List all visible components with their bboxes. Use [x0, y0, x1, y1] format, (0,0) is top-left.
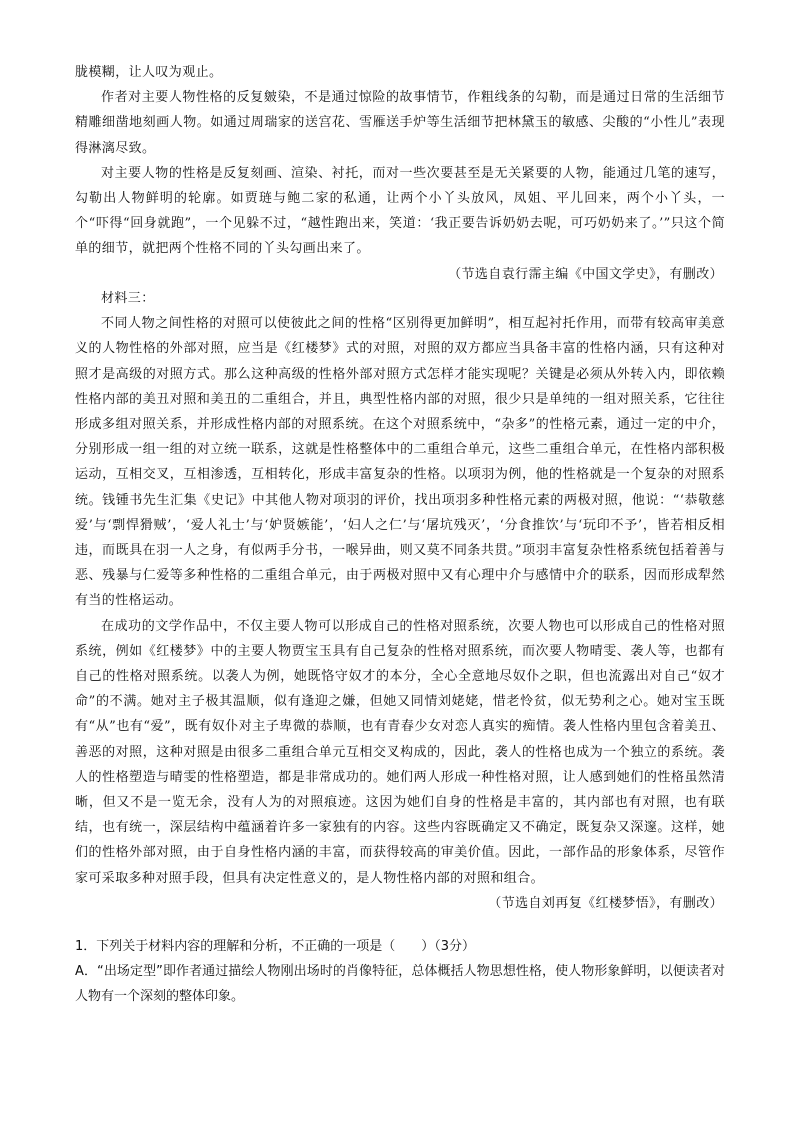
material-two-continued: [75, 60, 725, 287]
paragraph: 作者对主要人物性格的反复皴染，不是通过惊险的故事情节，作粗线条的勾勒，而是通过日常的生活细节精雕细凿地刻画人物。如通过周瑞家的送宫花、雪雁送手炉等生活细节把林黛玉的敏感、尖酸的“小性儿”表现得淋漓尽致。: [75, 90, 725, 156]
option-a: A．“出场定型”即作者通过描绘人物刚出场时的肖像特征，总体概括人物思想性格，使人物形象鲜明，以便读者对人物有一个深刻的整体印象。: [75, 964, 725, 1004]
paragraph: 对主要人物的性格是反复刻画、渲染、衬托，而对一些次要甚至是无关紧要的人物，能通过几笔的速写，勾勒出人物鲜明的轮廓。如贾琏与鲍二家的私通，让两个小丫头放风，凤姐、平儿回来，两个小丫头，一个“吓得“回身就跑”，一个见躲不过，“越性跑出来，笑道：‘我正要告诉奶奶去呢，可巧奶奶来了。’”只这个简单的细节，就把两个性格不同的丫头勾画出来了。: [75, 165, 725, 257]
paragraph: 不同人物之间性格的对照可以使彼此之间的性格“区别得更加鲜明”，相互起衬托作用，而带有较高审美意义的人物性格的外部对照，应当是《红楼梦》式的对照，对照的双方都应当具备丰富的性格内涵，只有这种对照才是高级的对照方式。那么这种高级的性格外部对照方式怎样才能实现呢？关键是必须从外转入内，即依赖性格内部的美丑对照和美丑的二重组合，并且，典型性格内部的对照，很少只是单纯的一组对照关系，它往往形成多组对照关系，并形成性格内部的对照系统。在这个对照系统中，“杂多”的性格元素，通过一定的中介，分别形成一组一组的对立统一联系，这就是性格整体中的二重组合单元，这些二重组合单元，在性格内部积极运动，互相交叉，互相渗透，互相转化，形成丰富复杂的性格。以项羽为例，他的性格就是一个复杂的对照系统。钱锺书先生汇集《史记》中其他人物对项羽的评价，找出项羽多种性格元素的两极对照，他说：“‘恭敬慈爱’与‘剽悍猾贼’，‘爱人礼士’与‘妒贤嫉能’，‘妇人之仁’与‘屠坑残灭’，‘分食推饮’与‘玩印不予’，皆若相反相违，而既具在羽一人之身，有似两手分书，一喉异曲，则又莫不同条共贯。”项羽丰富复杂性格系统包括着善与恶、残暴与仁爱等多种性格的二重组合单元，由于两极对照中又有心理中介与感情中介的联系，因而形成犁然有当的性格运动。: [75, 316, 725, 609]
source-citation: （节选自袁行霈主编《中国文学史》，有删改）: [448, 266, 723, 282]
question-stem: 1．下列关于材料内容的理解和分析，不正确的一项是（ ）（3分）: [75, 939, 476, 954]
question-one: [75, 934, 725, 1009]
source-citation: （节选自刘再复《红楼梦悟》，有删改）: [488, 895, 723, 911]
paragraph: 胧模糊，让人叹为观止。: [75, 65, 223, 80]
material-three: [75, 286, 725, 916]
paragraph: 在成功的文学作品中，不仅主要人物可以形成自己的性格对照系统，次要人物也可以形成自己的性格对照系统，例如《红楼梦》中的主要人物贾宝玉具有自己复杂的性格对照系统，而次要人物晴雯、袭人等，也都有自己的性格对照系统。以袭人为例，她既恪守奴才的本分，全心全意地尽奴仆之职，但也流露出对自己“奴才命”的不满。她对主子极其温顺，似有逢迎之嫌，但她又同情刘姥姥，惜老怜贫，似无势利之心。她对宝玉既有“从”也有“爱”，既有奴仆对主子卑微的恭顺，也有青春少女对恋人真实的痴情。袭人性格内里包含着美丑、善恶的对照，这种对照是由很多二重组合单元互相交叉构成的，因此，袭人的性格也成为一个独立的系统。袭人的性格塑造与晴雯的性格塑造，都是非常成功的。她们两人形成一种性格对照，让人感到她们的性格虽然清晰，但又不是一览无余，没有人为的对照痕迹。这因为她们自身的性格是丰富的，其内部也有对照，也有联结，也有统一，深层结构中蕴涵着许多一家独有的内容。这些内容既确定又不确定，既复杂又深邃。这样，她们的性格外部对照，由于自身性格内涵的丰富，而获得较高的审美价值。因此，一部作品的形象体系，尽管作家可采取多种对照手段，但具有决定性意义的，是人物性格内部的对照和组合。: [75, 618, 725, 886]
material-label: 材料三：: [101, 291, 155, 306]
